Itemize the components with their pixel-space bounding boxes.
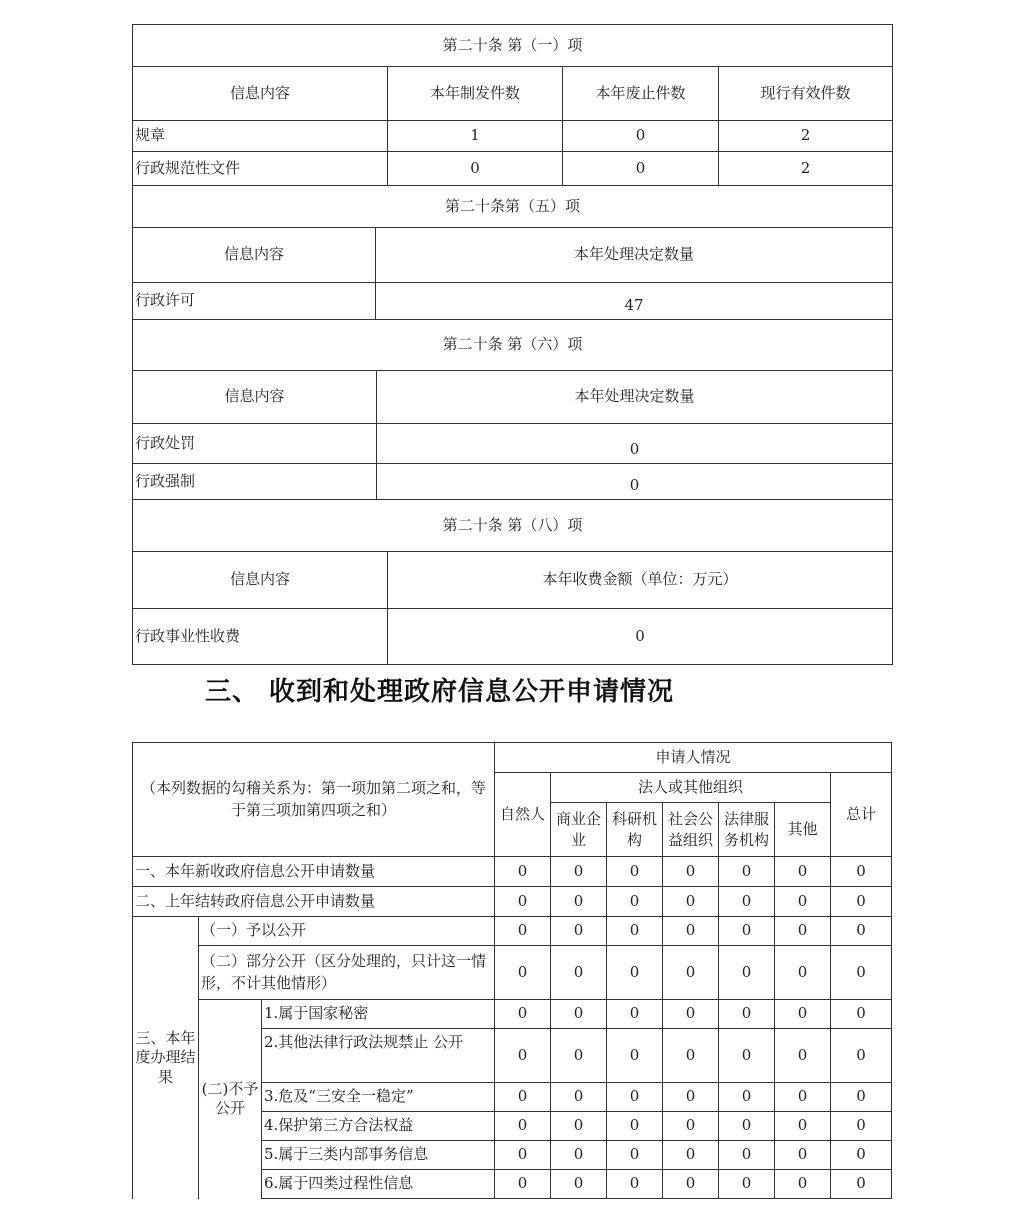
table-cell: 0 xyxy=(831,1170,892,1199)
row-label: （二）部分公开（区分处理的，只计这一情形，不计其他情形） xyxy=(199,946,495,1000)
table-cell: 0 xyxy=(663,1170,719,1199)
table-cell: 0 xyxy=(831,1000,892,1029)
table-cell: 0 xyxy=(607,1112,663,1141)
table-cell: 0 xyxy=(388,609,893,665)
column-header: 其他 xyxy=(775,803,831,857)
table-cell: 0 xyxy=(607,1000,663,1029)
table-cell: 0 xyxy=(607,1029,663,1083)
section-title: 第二十条 第（六）项 xyxy=(133,320,893,371)
row-label: 1.属于国家秘密 xyxy=(262,1000,495,1029)
table-cell: 0 xyxy=(495,1083,551,1112)
table-cell: 2 xyxy=(719,152,893,186)
table-cell: 0 xyxy=(831,857,892,887)
table-cell: 0 xyxy=(607,1170,663,1199)
table-cell: 0 xyxy=(775,1141,831,1170)
information-disclosure-requests-table xyxy=(132,742,892,1199)
table-cell: 0 xyxy=(563,121,719,152)
table-cell: 0 xyxy=(775,1112,831,1141)
table-cell: 0 xyxy=(663,1029,719,1083)
column-header: 法律服务机构 xyxy=(719,803,775,857)
row-label: 规章 xyxy=(133,121,388,152)
table-cell: 0 xyxy=(831,946,892,1000)
table-cell: 0 xyxy=(495,887,551,917)
table-cell: 47 xyxy=(376,283,893,320)
table-cell: 0 xyxy=(388,152,563,186)
table-cell: 0 xyxy=(551,1141,607,1170)
table-cell: 0 xyxy=(831,1029,892,1083)
row-label: 行政许可 xyxy=(133,283,376,320)
column-header: 法人或其他组织 xyxy=(551,773,831,803)
column-header: 本年制发件数 xyxy=(388,67,563,121)
column-header: 信息内容 xyxy=(133,228,376,283)
column-header: 本年处理决定数量 xyxy=(376,228,893,283)
table-cell: 0 xyxy=(551,887,607,917)
row-label: 4.保护第三方合法权益 xyxy=(262,1112,495,1141)
table-cell: 0 xyxy=(775,917,831,946)
table-cell: 0 xyxy=(495,1170,551,1199)
section-heading: 三、 收到和处理政府信息公开申请情况 xyxy=(205,677,675,707)
row-label: （一）予以公开 xyxy=(199,917,495,946)
row-label: 二、上年结转政府信息公开申请数量 xyxy=(133,887,495,917)
table-cell: 0 xyxy=(495,1112,551,1141)
table-cell: 0 xyxy=(607,857,663,887)
table-cell: 0 xyxy=(607,1083,663,1112)
note-cell: （本列数据的勾稽关系为：第一项加第二项之和，等于第三项加第四项之和） xyxy=(133,743,495,857)
table-cell: 1 xyxy=(388,121,563,152)
table-cell: 0 xyxy=(719,1029,775,1083)
row-label: 行政处罚 xyxy=(133,424,377,464)
table-cell: 0 xyxy=(551,917,607,946)
row-label: 5.属于三类内部事务信息 xyxy=(262,1141,495,1170)
table-cell: 0 xyxy=(663,1112,719,1141)
table-cell: 0 xyxy=(663,887,719,917)
column-header: 总计 xyxy=(831,773,892,857)
table-cell: 0 xyxy=(775,1170,831,1199)
table-cell: 0 xyxy=(831,1141,892,1170)
section-title: 第二十条第（五）项 xyxy=(133,186,893,228)
row-label: 行政规范性文件 xyxy=(133,152,388,186)
disclosure-table-article-20 xyxy=(132,24,893,665)
table-cell: 0 xyxy=(551,1112,607,1141)
table-cell: 0 xyxy=(495,917,551,946)
table-cell: 0 xyxy=(607,1141,663,1170)
column-header: 自然人 xyxy=(495,773,551,857)
table-cell: 0 xyxy=(495,857,551,887)
table-cell: 0 xyxy=(607,917,663,946)
table-cell: 0 xyxy=(831,1083,892,1112)
table-cell: 0 xyxy=(663,1083,719,1112)
table-cell: 0 xyxy=(775,1000,831,1029)
table-cell: 0 xyxy=(719,857,775,887)
table-cell: 0 xyxy=(551,1000,607,1029)
table-cell: 0 xyxy=(377,464,893,500)
table-cell: 0 xyxy=(719,1083,775,1112)
row-label: 行政强制 xyxy=(133,464,377,500)
table-cell: 0 xyxy=(719,1000,775,1029)
table-cell: 0 xyxy=(775,1083,831,1112)
column-header: 信息内容 xyxy=(133,371,377,424)
table-cell: 0 xyxy=(663,1141,719,1170)
column-header: 本年收费金额（单位：万元） xyxy=(388,552,893,609)
column-header: 信息内容 xyxy=(133,552,388,609)
row-label: 一、本年新收政府信息公开申请数量 xyxy=(133,857,495,887)
section-title: 第二十条 第（八）项 xyxy=(133,500,893,552)
table-cell: 0 xyxy=(719,887,775,917)
table-cell: 0 xyxy=(663,1000,719,1029)
row-label: 2.其他法律行政法规禁止 公开 xyxy=(262,1029,495,1083)
table-cell: 0 xyxy=(663,946,719,1000)
table-cell: 0 xyxy=(719,1141,775,1170)
table-cell: 0 xyxy=(607,946,663,1000)
table-cell: 0 xyxy=(563,152,719,186)
table-cell: 0 xyxy=(377,424,893,464)
table-cell: 0 xyxy=(775,946,831,1000)
table-cell: 0 xyxy=(495,946,551,1000)
table-cell: 0 xyxy=(551,1170,607,1199)
table-cell: 0 xyxy=(551,857,607,887)
table-cell: 0 xyxy=(663,857,719,887)
table-cell: 0 xyxy=(663,917,719,946)
table-cell: 0 xyxy=(831,1112,892,1141)
row-label: 3.危及“三安全一稳定” xyxy=(262,1083,495,1112)
section-title: 第二十条 第（一）项 xyxy=(133,25,893,67)
table-cell: 0 xyxy=(495,1141,551,1170)
table-cell: 0 xyxy=(495,1029,551,1083)
column-header: 申请人情况 xyxy=(495,743,892,773)
group-label: 三、本年度办理结果 xyxy=(133,917,199,1199)
table-cell: 0 xyxy=(607,887,663,917)
column-header: 社会公益组织 xyxy=(663,803,719,857)
table-cell: 0 xyxy=(775,887,831,917)
table-cell: 0 xyxy=(551,946,607,1000)
table-cell: 0 xyxy=(719,1170,775,1199)
column-header: 信息内容 xyxy=(133,67,388,121)
column-header: 商业企业 xyxy=(551,803,607,857)
group-label: (二)不予公开 xyxy=(199,1000,262,1199)
table-cell: 0 xyxy=(831,917,892,946)
row-label: 6.属于四类过程性信息 xyxy=(262,1170,495,1199)
column-header: 现行有效件数 xyxy=(719,67,893,121)
table-cell: 0 xyxy=(831,887,892,917)
table-cell: 0 xyxy=(719,946,775,1000)
table-cell: 0 xyxy=(495,1000,551,1029)
row-label: 行政事业性收费 xyxy=(133,609,388,665)
column-header: 本年废止件数 xyxy=(563,67,719,121)
column-header: 本年处理决定数量 xyxy=(377,371,893,424)
table-cell: 0 xyxy=(719,1112,775,1141)
column-header: 科研机构 xyxy=(607,803,663,857)
table-cell: 0 xyxy=(551,1029,607,1083)
table-cell: 0 xyxy=(719,917,775,946)
table-cell: 0 xyxy=(551,1083,607,1112)
table-cell: 0 xyxy=(775,857,831,887)
table-cell: 0 xyxy=(775,1029,831,1083)
table-cell: 2 xyxy=(719,121,893,152)
